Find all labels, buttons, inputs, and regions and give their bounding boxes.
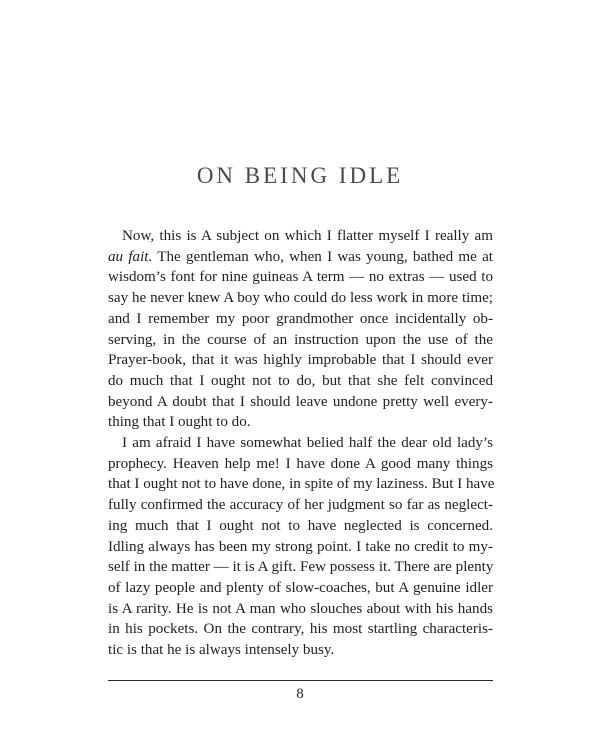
text-line: do much that I ought not to do, but that she felt convinced	[108, 372, 493, 389]
text-line: Idling always has been my strong point. I take no credit to my-	[108, 538, 493, 555]
text-line: ing much that I ought not to have neglected is concerned.	[108, 517, 493, 534]
text-line: in his pockets. On the contrary, his most startling characteris-	[108, 621, 493, 638]
page-number: 8	[296, 686, 304, 702]
text-line: prophecy. Heaven help me! I have done A good many things	[108, 455, 493, 472]
text-line: fully confirmed the accuracy of her judgment so far as neglect-	[108, 497, 493, 514]
text-line: say he never knew A boy who could do less work in more time;	[108, 290, 493, 307]
text-line: Now, this is A subject on which I flatter myself I really am	[122, 228, 493, 244]
text-line: of lazy people and plenty of slow-coaches, but A genuine idler	[108, 579, 493, 596]
text-line: is A rarity. He is not A man who slouches about with his hands	[108, 600, 493, 617]
text-line: au fait. The gentleman who, when I was young, bathed me at	[108, 248, 493, 265]
text-line: serving, in the course of an instruction upon the use of the	[108, 331, 493, 348]
text-line: that I ought not to have done, in spite of my laziness. But I have	[108, 476, 495, 493]
chapter-body	[108, 226, 493, 661]
chapter-title: ON BEING IDLE	[196, 163, 404, 188]
text-line: thing that I ought to do.	[108, 414, 251, 431]
text-line: wisdom’s font for nine guineas A term — no extras — used to	[108, 269, 493, 286]
text-line: tic is that he is always intensely busy.	[108, 642, 335, 659]
text-line: self in the matter — it is A gift. Few possess it. There are plenty	[108, 559, 494, 576]
text-line: and I remember my poor grandmother once incidentally ob-	[108, 310, 493, 327]
text-line: Prayer-book, that it was highly improbable that I should ever	[108, 352, 493, 369]
text-line: beyond A doubt that I should leave undone pretty well every-	[108, 393, 493, 410]
italic-phrase: au fait.	[108, 248, 153, 265]
footer-divider	[108, 680, 493, 681]
text-line: I am afraid I have somewhat belied half the dear old lady’s	[122, 435, 493, 452]
